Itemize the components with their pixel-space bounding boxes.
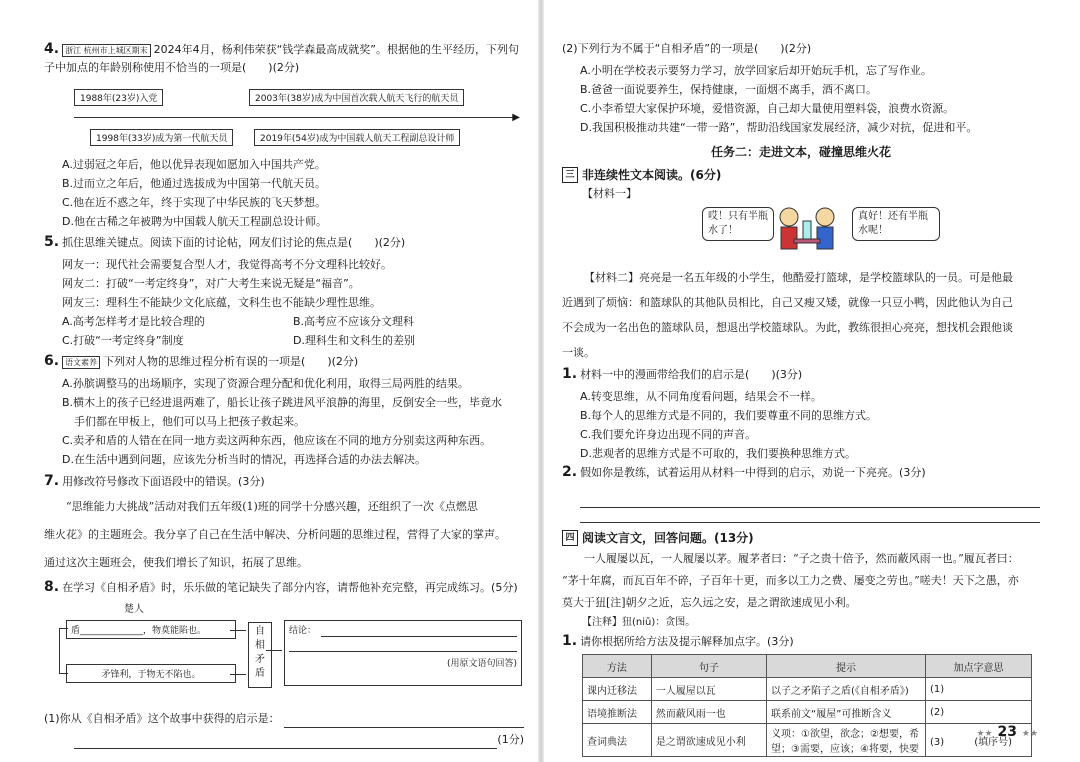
classical-line: 一人履屡以瓦，一人履屡以茅。履茅者曰：“子之贵十倍予，然而蔽风雨一也。”履瓦者曰： xyxy=(584,552,1019,565)
option-row xyxy=(62,312,524,331)
option-row xyxy=(62,331,524,350)
option: C.小李希望大家保护环境，爱惜资源，自己却大量使用塑料袋，浪费水资源。 xyxy=(580,102,955,115)
option: D.理科生和文科生的差别 xyxy=(293,334,415,347)
question-8-sub1 xyxy=(44,710,524,728)
option: A.高考怎样考才是比较合理的 xyxy=(62,315,205,328)
speech-bubble: 哎！只有半瓶水了！ xyxy=(702,207,774,241)
material-2-line: 【材料二】亮亮是一名五年级的小学生，他酷爱打篮球，是学校篮球队的一员。可是他最 xyxy=(584,271,1013,284)
option: C.打破“一考定终身”制度 xyxy=(62,334,184,347)
diagram-label: 楚人 xyxy=(124,604,144,615)
option: B.横木上的孩子已经进退两难了，船长让孩子跳进风平浪静的海里，反倒安全一些，毕竟水 xyxy=(62,396,503,409)
left-column xyxy=(44,40,524,752)
answer-line[interactable] xyxy=(580,485,1040,508)
table-cell: 课内迁移法 xyxy=(583,678,652,701)
arrow-right-icon: ▶ xyxy=(512,112,520,123)
question-stem: 抓住思维关键点。阅读下面的讨论帖，网友们讨论的焦点是( )(2分) xyxy=(62,236,406,249)
option: D.在生活中遇到问题，应该先分析当时的情况，再选择合适的办法去解决。 xyxy=(62,453,426,466)
table-header: 提示 xyxy=(767,655,926,678)
table-cell: 查词典法 xyxy=(583,724,652,757)
question-r1b xyxy=(562,632,1040,651)
page-number: 23 xyxy=(997,724,1017,740)
score: (1分) xyxy=(497,733,524,746)
question-number: 8. xyxy=(44,579,60,595)
table-header: 方法 xyxy=(583,655,652,678)
option: A.过弱冠之年后，他以优异表现如愿加入中国共产党。 xyxy=(62,158,326,171)
answer-line[interactable] xyxy=(74,731,497,749)
question-stem: 在学习《自相矛盾》时，乐乐做的笔记缺失了部分内容，请帮他补充完整，再完成练习。(5分) xyxy=(62,581,518,594)
question-number: 1. xyxy=(562,633,578,649)
option: B.过而立之年后，他通过选拔成为中国第一代航天员。 xyxy=(62,177,327,190)
diagram-box: 盾______________，物莫能陷也。 xyxy=(66,620,236,639)
timeline xyxy=(74,81,524,151)
task-heading: 任务二：走进文本，碰撞思维火花 xyxy=(710,145,891,159)
table-cell: 是之谓欲速成见小利 xyxy=(651,724,766,757)
option: D.悲观者的思维方式是不可取的，我们要换种思维方式。 xyxy=(580,447,856,460)
table-header-row xyxy=(583,655,1032,678)
table-row xyxy=(583,701,1032,724)
section-title: 非连续性文本阅读。(6分) xyxy=(582,168,722,182)
answer-line[interactable] xyxy=(580,508,1040,523)
sub-question: (1)你从《自相矛盾》这个故事中获得的启示是： xyxy=(44,712,280,725)
timeline-event: 2003年(38岁)成为中国首次载人航天飞行的航天员 xyxy=(249,89,464,106)
option-continued: 手们都在甲板上，他们可以马上把孩子救起来。 xyxy=(74,415,305,428)
question-5 xyxy=(44,233,524,252)
page-footer xyxy=(976,724,1038,740)
question-8-sub1-line2 xyxy=(44,731,524,749)
question-number: 1. xyxy=(562,366,578,382)
question-stem: 假如你是教练，试着运用从材料一中得到的启示，劝说一下亮亮。(3分) xyxy=(580,466,926,479)
option: A.转变思维，从不同角度看问题，结果会不一样。 xyxy=(580,390,822,403)
connector xyxy=(230,674,246,675)
material-2-line: 近遇到了烦恼：和篮球队的其他队员相比，自己又瘦又矮，就像一只豆小鸭，因此他认为自己 xyxy=(562,296,1013,309)
table-cell: 然而蔽风雨一也 xyxy=(651,701,766,724)
annotation-note: 【注释】狃(niǔ)：贪图。 xyxy=(582,617,696,628)
option: B.每个人的思维方式是不同的，我们要尊重不同的思维方式。 xyxy=(580,409,878,422)
right-column xyxy=(562,40,1040,757)
page-fold xyxy=(538,0,544,762)
star-icon: ★★ xyxy=(1021,729,1038,739)
question-8-sub2: (2)下列行为不属于“自相矛盾”的一项是( )(2分) xyxy=(562,42,812,55)
section-4-heading xyxy=(562,529,1040,546)
table-row xyxy=(583,724,1032,757)
question-tag: 语文素养 xyxy=(62,356,100,369)
section-mark: 四 xyxy=(562,530,578,546)
question-r2 xyxy=(562,463,1040,482)
question-tag: 浙江 杭州市上城区期末 xyxy=(62,44,151,57)
speech-bubble: 真好！还有半瓶水呢！ xyxy=(852,207,940,241)
answer-line[interactable] xyxy=(321,624,517,637)
question-stem: 2024年4月，杨利伟荣获“钱学森最高成就奖”。根据他的生平经历，下列句子中加点的年龄别称使用不恰当的一项是( )(2分) xyxy=(44,43,519,74)
conclusion-note: (用原文语句回答) xyxy=(446,659,517,669)
question-stem: 用修改符号修改下面语段中的错误。(3分) xyxy=(62,475,265,488)
comic xyxy=(562,203,1040,259)
timeline-event: 1998年(33岁)成为第一代航天员 xyxy=(90,129,233,146)
option: C.我们要允许身边出现不同的声音。 xyxy=(580,428,757,441)
section-3-heading xyxy=(562,166,1040,183)
option: B.爸爸一面说要养生，保持健康，一面烟不离手，酒不离口。 xyxy=(580,83,878,96)
option: A.小明在学校表示要努力学习，放学回家后却开始玩手机，忘了写作业。 xyxy=(580,64,932,77)
material-1-label: 【材料一】 xyxy=(582,187,637,200)
table-cell: 义项：①欲望，欲念；②想要，希望；③需要，应该；④将要，快要 xyxy=(767,724,926,757)
table-cell: 以子之矛陷子之盾(《自相矛盾》) xyxy=(767,678,926,701)
answer-cell[interactable]: (3) (填序号) xyxy=(926,724,1032,757)
question-number: 6. xyxy=(44,353,60,369)
section-mark: 三 xyxy=(562,167,578,183)
option: B.高考应不应该分文理科 xyxy=(293,315,415,328)
timeline-axis xyxy=(74,117,514,118)
timeline-event: 1988年(23岁)入党 xyxy=(74,89,163,106)
classical-line: 莫大于狃[注]朝夕之近，忘久远之安，是之谓欲速成见小利。 xyxy=(562,596,857,609)
forum-post: 网友一：现代社会需要复合型人才，我觉得高考不分文理科比较好。 xyxy=(62,258,392,271)
diagram-box: 矛锋利，于物无不陷也。 xyxy=(66,664,236,683)
notes-diagram xyxy=(44,600,524,710)
table-cell: 联系前文“履屋”可推断含义 xyxy=(767,701,926,724)
method-table xyxy=(582,654,1032,757)
connector xyxy=(230,630,246,631)
question-stem: 材料一中的漫画带给我们的启示是( )(3分) xyxy=(580,368,803,381)
forum-post: 网友二：打破“一考定终身”，对广大考生来说无疑是“福音”。 xyxy=(62,277,360,290)
question-stem: 下列对人物的思维过程分析有误的一项是( )(2分) xyxy=(103,355,359,368)
question-number: 5. xyxy=(44,234,60,250)
answer-line[interactable] xyxy=(289,637,517,652)
table-header: 加点字意思 xyxy=(926,655,1032,678)
option: D.他在古稀之年被聘为中国载人航天工程副总设计师。 xyxy=(62,215,327,228)
option: A.孙膑调整马的出场顺序，实现了资源合理分配和优化利用，取得三局两胜的结果。 xyxy=(62,377,469,390)
connector xyxy=(266,650,282,651)
passage-line: 维火花》的主题班会。我分享了自己在生活中解决、分析问题的思维过程，营得了大家的掌声。 xyxy=(44,528,506,541)
question-stem: 请你根据所给方法及提示解释加点字。(3分) xyxy=(580,635,794,648)
table-cell: 语境推断法 xyxy=(583,701,652,724)
comic-illustration xyxy=(772,203,842,255)
answer-cell[interactable]: (2) xyxy=(926,701,1032,724)
question-r1 xyxy=(562,365,1040,384)
forum-post: 网友三：理科生不能缺少文化底蕴，文科生也不能缺少理性思维。 xyxy=(62,296,381,309)
section-title: 阅读文言文，回答问题。(13分) xyxy=(582,531,754,545)
diagram-center-box: 自相矛盾 xyxy=(248,622,272,688)
timeline-event: 2019年(54岁)成为中国载人航天工程副总设计师 xyxy=(254,129,460,146)
answer-cell[interactable]: (1) xyxy=(926,678,1032,701)
material-2-line: 不会成为一名出色的篮球队员，想退出学校篮球队。为此，教练很担心亮亮，想找机会跟他谈 xyxy=(562,321,1013,334)
passage-line: 通过这次主题班会，使我们增长了知识，拓展了思维。 xyxy=(44,556,308,569)
material-2-line: 一谈。 xyxy=(562,346,595,359)
question-number: 7. xyxy=(44,473,60,489)
answer-line[interactable] xyxy=(284,710,524,728)
option: D.我国积极推动共建“一带一路”，帮助沿线国家发展经济，减少对抗，促进和平。 xyxy=(580,121,978,134)
question-number: 4. xyxy=(44,41,60,57)
question-number: 2. xyxy=(562,464,578,480)
conclusion-box xyxy=(284,620,522,686)
option: C.卖矛和盾的人错在在同一地方卖这两种东西，他应该在不同的地方分别卖这两种东西。 xyxy=(62,434,492,447)
table-cell: 一人履屋以瓦 xyxy=(651,678,766,701)
star-icon: ★★ xyxy=(976,729,993,739)
question-7 xyxy=(44,472,524,491)
table-header: 句子 xyxy=(651,655,766,678)
diagram-bracket xyxy=(59,628,68,674)
classical-line: “茅十年腐，而瓦百年不碎，子百年十更，而多以工力之费、屡变之劳也。”嗟夫！天下之愚，亦 xyxy=(562,574,1019,587)
question-8 xyxy=(44,578,524,597)
conclusion-label: 结论： xyxy=(289,626,317,636)
table-row xyxy=(583,678,1032,701)
passage-line: “思维能力大挑战”活动对我们五年级(1)班的同学十分感兴趣，还组织了一次《点燃思 xyxy=(66,500,478,513)
question-4 xyxy=(44,40,524,77)
question-6 xyxy=(44,352,524,371)
option: C.他在近不惑之年，终于实现了中华民族的飞天梦想。 xyxy=(62,196,327,209)
